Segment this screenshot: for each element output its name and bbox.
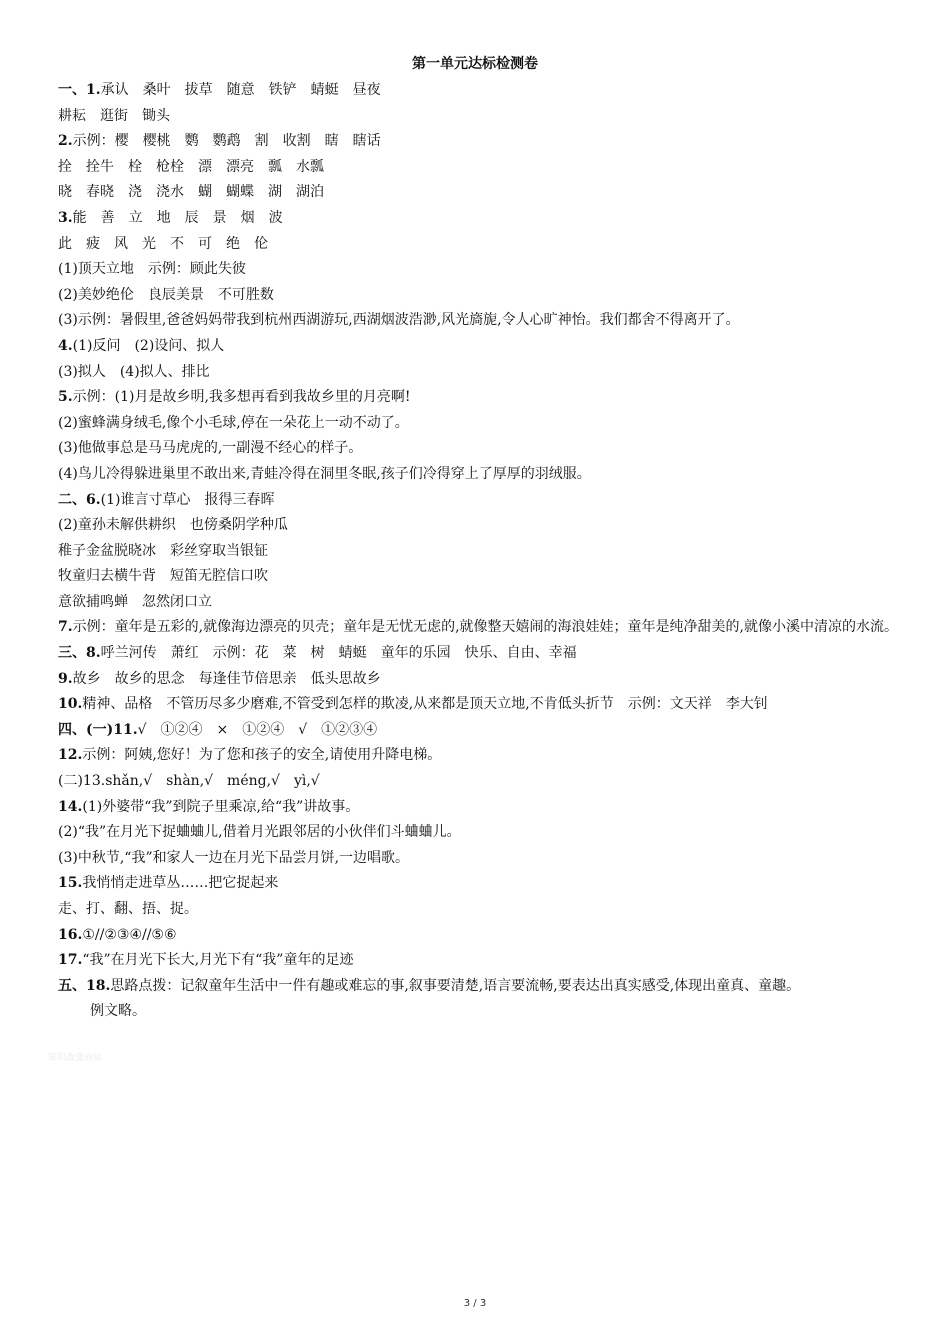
answer-text: (2)童孙未解供耕织 也傍桑阴学种瓜 xyxy=(58,517,288,534)
answer-text: 承认 桑叶 拔草 随意 铁铲 蜻蜓 昼夜 xyxy=(100,82,381,98)
answer-text: (2)蜜蜂满身绒毛,像个小毛球,停在一朵花上一动不动了。 xyxy=(58,414,409,431)
answer-text: (二)13.shǎn,√ shàn,√ méng,√ yì,√ xyxy=(58,773,320,790)
page-number: 3 / 3 xyxy=(463,1298,487,1309)
answer-line xyxy=(58,974,908,1000)
answer-text: 能 善 立 地 辰 景 烟 波 xyxy=(72,209,283,226)
answer-line xyxy=(58,769,908,795)
answer-line xyxy=(58,871,908,897)
answer-line xyxy=(58,436,908,462)
answer-text: 思路点拨：记叙童年生活中一件有趣或难忘的事,叙事要清楚,语言要流畅,要表达出真实感受,体现出童真、童趣。 xyxy=(110,977,801,994)
answer-line xyxy=(58,590,908,616)
answer-text: (1)反问 (2)设问、拟人 xyxy=(72,337,225,354)
answer-line xyxy=(58,539,908,565)
question-number: 二、6. xyxy=(58,491,101,508)
answer-line xyxy=(58,743,908,769)
answer-text: √ ①②④ × ①②④ √ ①②③④ xyxy=(137,721,378,738)
answer-text: 拴 拴牛 栓 枪栓 漂 漂亮 瓢 水瓢 xyxy=(58,158,324,175)
answer-line xyxy=(58,206,908,232)
answer-text: 耕耘 逛街 锄头 xyxy=(58,107,170,124)
question-number: 15. xyxy=(58,875,83,892)
answer-text: 稚子金盆脱晓冰 彩丝穿取当银钲 xyxy=(58,542,268,559)
answer-text: 精神、品格 不管历尽多少磨难,不管受到怎样的欺凌,从来都是顶天立地,不肯低头折节 示例：文天祥 李大钊 xyxy=(82,696,768,713)
answer-text: 意欲捕鸣蝉 忽然闭口立 xyxy=(58,593,212,610)
question-number: 5. xyxy=(58,389,73,406)
answer-text: 示例：阿姨,您好！为了您和孩子的安全,请使用升降电梯。 xyxy=(82,747,442,764)
answer-line xyxy=(58,820,908,846)
answer-line xyxy=(58,462,908,488)
answer-line xyxy=(58,795,908,821)
answer-text: (2)“我”在月光下捉蛐蛐儿,借着月光跟邻居的小伙伴们斗蛐蛐儿。 xyxy=(58,824,461,841)
question-number: 四、(一)11. xyxy=(58,721,138,738)
question-number: 10. xyxy=(58,696,83,713)
answer-line xyxy=(58,155,908,181)
answer-line xyxy=(58,692,908,718)
answer-line xyxy=(58,615,908,641)
answer-text: (3)示例：暑假里,爸爸妈妈带我到杭州西湖游玩,西湖烟波浩渺,风光旖旎,令人心旷神怡。我们都舍不得离开了。 xyxy=(58,312,740,329)
question-number: 14. xyxy=(58,798,83,815)
answer-line xyxy=(58,846,908,872)
answer-text: 故乡 故乡的思念 每逢佳节倍思亲 低头思故乡 xyxy=(72,670,381,687)
answer-line xyxy=(58,564,908,590)
answer-text: 例文略。 xyxy=(90,1003,146,1020)
answer-text: 此 疲 风 光 不 可 绝 伦 xyxy=(58,235,268,252)
question-number: 9. xyxy=(58,670,73,687)
answer-text: 晓 春晓 浇 浇水 蝴 蝴蝶 湖 湖泊 xyxy=(58,184,324,201)
question-number: 17. xyxy=(58,952,83,969)
answer-line xyxy=(58,308,908,334)
question-number: 12. xyxy=(58,747,83,764)
answer-line xyxy=(58,385,908,411)
question-number: 一、1. xyxy=(58,82,101,98)
answer-line xyxy=(58,513,908,539)
answer-text: (3)他做事总是马马虎虎的,一副漫不经心的样子。 xyxy=(58,440,363,457)
question-number: 16. xyxy=(58,926,83,943)
answer-line xyxy=(58,78,908,104)
answer-text: (1)外婆带“我”到院子里乘凉,给“我”讲故事。 xyxy=(82,798,360,815)
answer-text: 呼兰河传 萧红 示例：花 菜 树 蜻蜓 童年的乐园 快乐、自由、幸福 xyxy=(100,645,577,662)
answer-text: 走、打、翻、捂、捉。 xyxy=(58,901,198,917)
answer-line xyxy=(58,257,908,283)
answer-line xyxy=(58,923,908,949)
answer-text: “我”在月光下长大,月光下有“我”童年的足迹 xyxy=(82,952,354,969)
watermark-text: 知识改变命运 xyxy=(48,1053,103,1063)
question-number: 4. xyxy=(58,337,73,354)
answer-line xyxy=(58,104,908,130)
answer-text: 示例：樱 樱桃 鹦 鹦鹉 割 收割 瞎 瞎话 xyxy=(72,133,381,150)
answer-line xyxy=(58,999,908,1025)
answer-line xyxy=(58,180,908,206)
answer-text: (1)谁言寸草心 报得三春晖 xyxy=(100,491,275,508)
answer-text: 我悄悄走进草丛……把它捉起来 xyxy=(82,875,279,892)
answer-text: (2)美妙绝伦 良辰美景 不可胜数 xyxy=(58,286,274,303)
answer-line xyxy=(58,897,908,923)
page-title: 第一单元达标检测卷 xyxy=(412,56,538,72)
question-number: 2. xyxy=(58,133,73,150)
answer-content xyxy=(58,78,908,1025)
answer-text: (4)鸟儿冷得躲进巢里不敢出来,青蛙冷得在洞里冬眠,孩子们冷得穿上了厚厚的羽绒服。 xyxy=(58,465,591,482)
answer-text: 牧童归去横牛背 短笛无腔信口吹 xyxy=(58,568,268,585)
answer-line xyxy=(58,334,908,360)
answer-text: (1)顶天立地 示例：顾此失彼 xyxy=(58,261,246,278)
answer-text: (3)中秋节,“我”和家人一边在月光下品尝月饼,一边唱歌。 xyxy=(58,849,410,866)
answer-text: (3)拟人 (4)拟人、排比 xyxy=(58,363,210,380)
answer-line xyxy=(58,411,908,437)
answer-line xyxy=(58,360,908,386)
answer-line xyxy=(58,667,908,693)
question-number: 五、18. xyxy=(58,977,111,994)
question-number: 7. xyxy=(58,619,73,636)
answer-line xyxy=(58,129,908,155)
answer-text: 示例：童年是五彩的,就像海边漂亮的贝壳；童年是无忧无虑的,就像整天嬉闹的海浪娃娃；童年是纯净甜美的,就像小溪中清凉的水流。 xyxy=(72,619,898,636)
answer-text: 示例：(1)月是故乡明,我多想再看到我故乡里的月亮啊! xyxy=(72,389,411,406)
answer-line xyxy=(58,718,908,744)
answer-line xyxy=(58,488,908,514)
question-number: 3. xyxy=(58,209,73,226)
answer-text: ①//②③④//⑤⑥ xyxy=(82,926,177,943)
answer-line xyxy=(58,232,908,258)
question-number: 三、8. xyxy=(58,645,101,662)
answer-line xyxy=(58,948,908,974)
answer-line xyxy=(58,283,908,309)
answer-line xyxy=(58,641,908,667)
